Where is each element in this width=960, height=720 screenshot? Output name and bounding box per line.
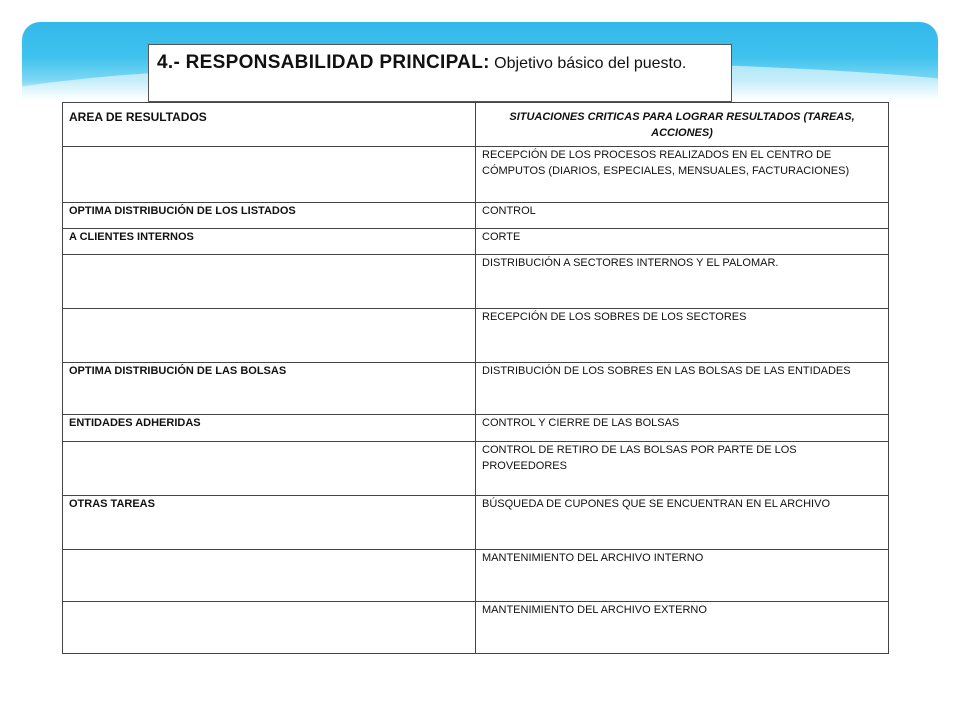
table-row: [63, 147, 889, 203]
area-cell: [63, 442, 476, 496]
task-cell: RECEPCIÓN DE LOS SOBRES DE LOS SECTORES: [476, 309, 889, 363]
title-rest: Objetivo básico del puesto.: [489, 55, 687, 72]
area-cell: [63, 255, 476, 309]
table-row: [63, 203, 889, 229]
responsibility-table: [62, 102, 889, 654]
area-cell: [63, 309, 476, 363]
area-cell: [63, 602, 476, 654]
table-row: [63, 309, 889, 363]
table-row: [63, 496, 889, 550]
task-cell: RECEPCIÓN DE LOS PROCESOS REALIZADOS EN EL CENTRO DE CÓMPUTOS (DIARIOS, ESPECIALES, MENSUALES, FACTURACIONES): [476, 147, 889, 203]
task-cell: CONTROL: [476, 203, 889, 229]
area-cell: OPTIMA DISTRIBUCIÓN DE LOS LISTADOS: [63, 203, 476, 229]
slide-title: [148, 44, 732, 102]
task-cell: BÚSQUEDA DE CUPONES QUE SE ENCUENTRAN EN EL ARCHIVO: [476, 496, 889, 550]
area-cell: OTRAS TAREAS: [63, 496, 476, 550]
table-row: [63, 415, 889, 442]
task-cell: MANTENIMIENTO DEL ARCHIVO EXTERNO: [476, 602, 889, 654]
table-row: [63, 442, 889, 496]
area-cell: ENTIDADES ADHERIDAS: [63, 415, 476, 442]
header-situations: SITUACIONES CRITICAS PARA LOGRAR RESULTADOS (TAREAS, ACCIONES): [476, 103, 889, 147]
task-cell: DISTRIBUCIÓN A SECTORES INTERNOS Y EL PALOMAR.: [476, 255, 889, 309]
task-cell: CORTE: [476, 229, 889, 255]
table-row: [63, 550, 889, 602]
task-cell: MANTENIMIENTO DEL ARCHIVO INTERNO: [476, 550, 889, 602]
task-cell: CONTROL DE RETIRO DE LAS BOLSAS POR PARTE DE LOS PROVEEDORES: [476, 442, 889, 496]
area-cell: A CLIENTES INTERNOS: [63, 229, 476, 255]
table-row: [63, 255, 889, 309]
table-row: [63, 602, 889, 654]
table-row: [63, 363, 889, 415]
area-cell: OPTIMA DISTRIBUCIÓN DE LAS BOLSAS: [63, 363, 476, 415]
area-cell: [63, 147, 476, 203]
table-row: [63, 229, 889, 255]
table-header-row: [63, 103, 889, 147]
title-lead: 4.- RESPONSABILIDAD PRINCIPAL:: [157, 52, 490, 73]
area-cell: [63, 550, 476, 602]
header-area: AREA DE RESULTADOS: [63, 103, 476, 147]
task-cell: CONTROL Y CIERRE DE LAS BOLSAS: [476, 415, 889, 442]
task-cell: DISTRIBUCIÓN DE LOS SOBRES EN LAS BOLSAS DE LAS ENTIDADES: [476, 363, 889, 415]
